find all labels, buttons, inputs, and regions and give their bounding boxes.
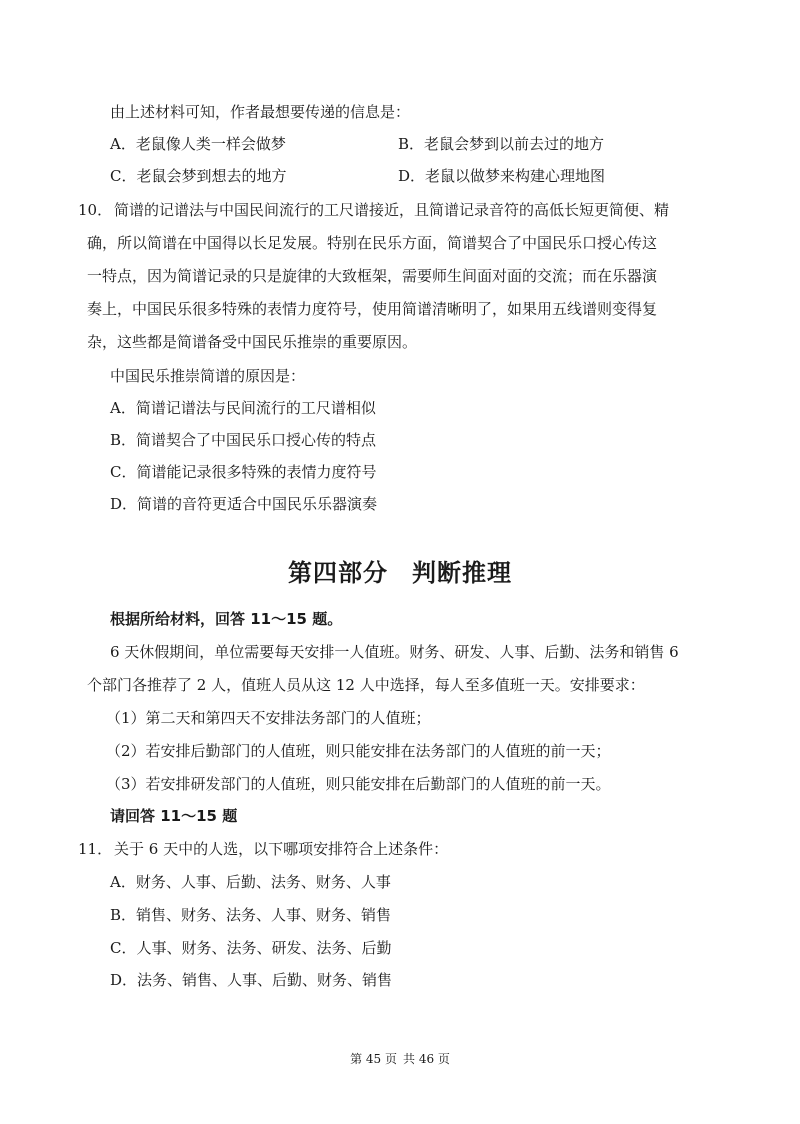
- section-heading: [0, 556, 800, 590]
- section-part: 第四部分: [288, 559, 388, 587]
- material-rule: （3）若安排研发部门的人值班，则只能安排在后勤部门的人值班的前一天。: [106, 775, 611, 793]
- q11-option-b: B．销售、财务、法务、人事、财务、销售: [110, 906, 392, 924]
- q11-option-a: A．财务、人事、后勤、法务、财务、人事: [110, 873, 391, 891]
- q10-option-d: D．简谱的音符更适合中国民乐乐器演奏: [110, 495, 378, 513]
- q9-option-b: B．老鼠会梦到以前去过的地方: [398, 135, 605, 153]
- q10-passage-line: 杂，这些都是简谱备受中国民乐推崇的重要原因。: [87, 333, 418, 351]
- q11-option-d: D．法务、销售、人事、后勤、财务、销售: [110, 971, 393, 989]
- q9-option-c: C．老鼠会梦到想去的地方: [110, 167, 287, 185]
- q10-passage-line: 简谱的记谱法与中国民间流行的工尺谱接近，且简谱记录音符的高低长短更简便、精: [114, 201, 670, 219]
- q11-stem: 关于 6 天中的人选，以下哪项安排符合上述条件：: [114, 840, 449, 858]
- q10-option-c: C．简谱能记录很多特殊的表情力度符号: [110, 463, 377, 481]
- q11-number: 11．: [78, 840, 113, 858]
- q11-option-c: C．人事、财务、法务、研发、法务、后勤: [110, 939, 392, 957]
- material-line: 个部门各推荐了 2 人，值班人员从这 12 人中选择，每人至多值班一天。安排要求：: [87, 676, 645, 694]
- page-footer: [0, 1051, 800, 1067]
- section-title: 判断推理: [412, 559, 512, 587]
- q10-option-a: A．简谱记谱法与民间流行的工尺谱相似: [110, 399, 376, 417]
- material-line: 6 天休假期间，单位需要每天安排一人值班。财务、研发、人事、后勤、法务和销售 6: [110, 643, 679, 661]
- section-instruction: 根据所给材料，回答 11～15 题。: [110, 610, 343, 628]
- material-rule: （2）若安排后勤部门的人值班，则只能安排在法务部门的人值班的前一天；: [106, 742, 611, 760]
- q10-passage-line: 一特点，因为简谱记录的只是旋律的大致框架，需要师生间面对面的交流；而在乐器演: [87, 267, 658, 285]
- material-rule: （1）第二天和第四天不安排法务部门的人值班；: [106, 709, 431, 727]
- q10-option-b: B．简谱契合了中国民乐口授心传的特点: [110, 431, 377, 449]
- q9-option-d: D．老鼠以做梦来构建心理地图: [398, 167, 606, 185]
- material-prompt: 请回答 11～15 题: [110, 807, 238, 825]
- page-total: 共 46 页: [403, 1052, 450, 1066]
- page-number: 第 45 页: [350, 1052, 397, 1066]
- q10-question: 中国民乐推崇简谱的原因是：: [110, 367, 306, 385]
- q9-option-a: A．老鼠像人类一样会做梦: [110, 135, 286, 153]
- q10-number: 10．: [78, 201, 113, 219]
- q10-passage-line: 奏上，中国民乐很多特殊的表情力度符号，使用简谱清晰明了，如果用五线谱则变得复: [87, 300, 658, 318]
- q9-stem: 由上述材料可知，作者最想要传递的信息是：: [110, 103, 411, 121]
- q10-passage-line: 确，所以简谱在中国得以长足发展。特别在民乐方面，简谱契合了中国民乐口授心传这: [87, 234, 658, 252]
